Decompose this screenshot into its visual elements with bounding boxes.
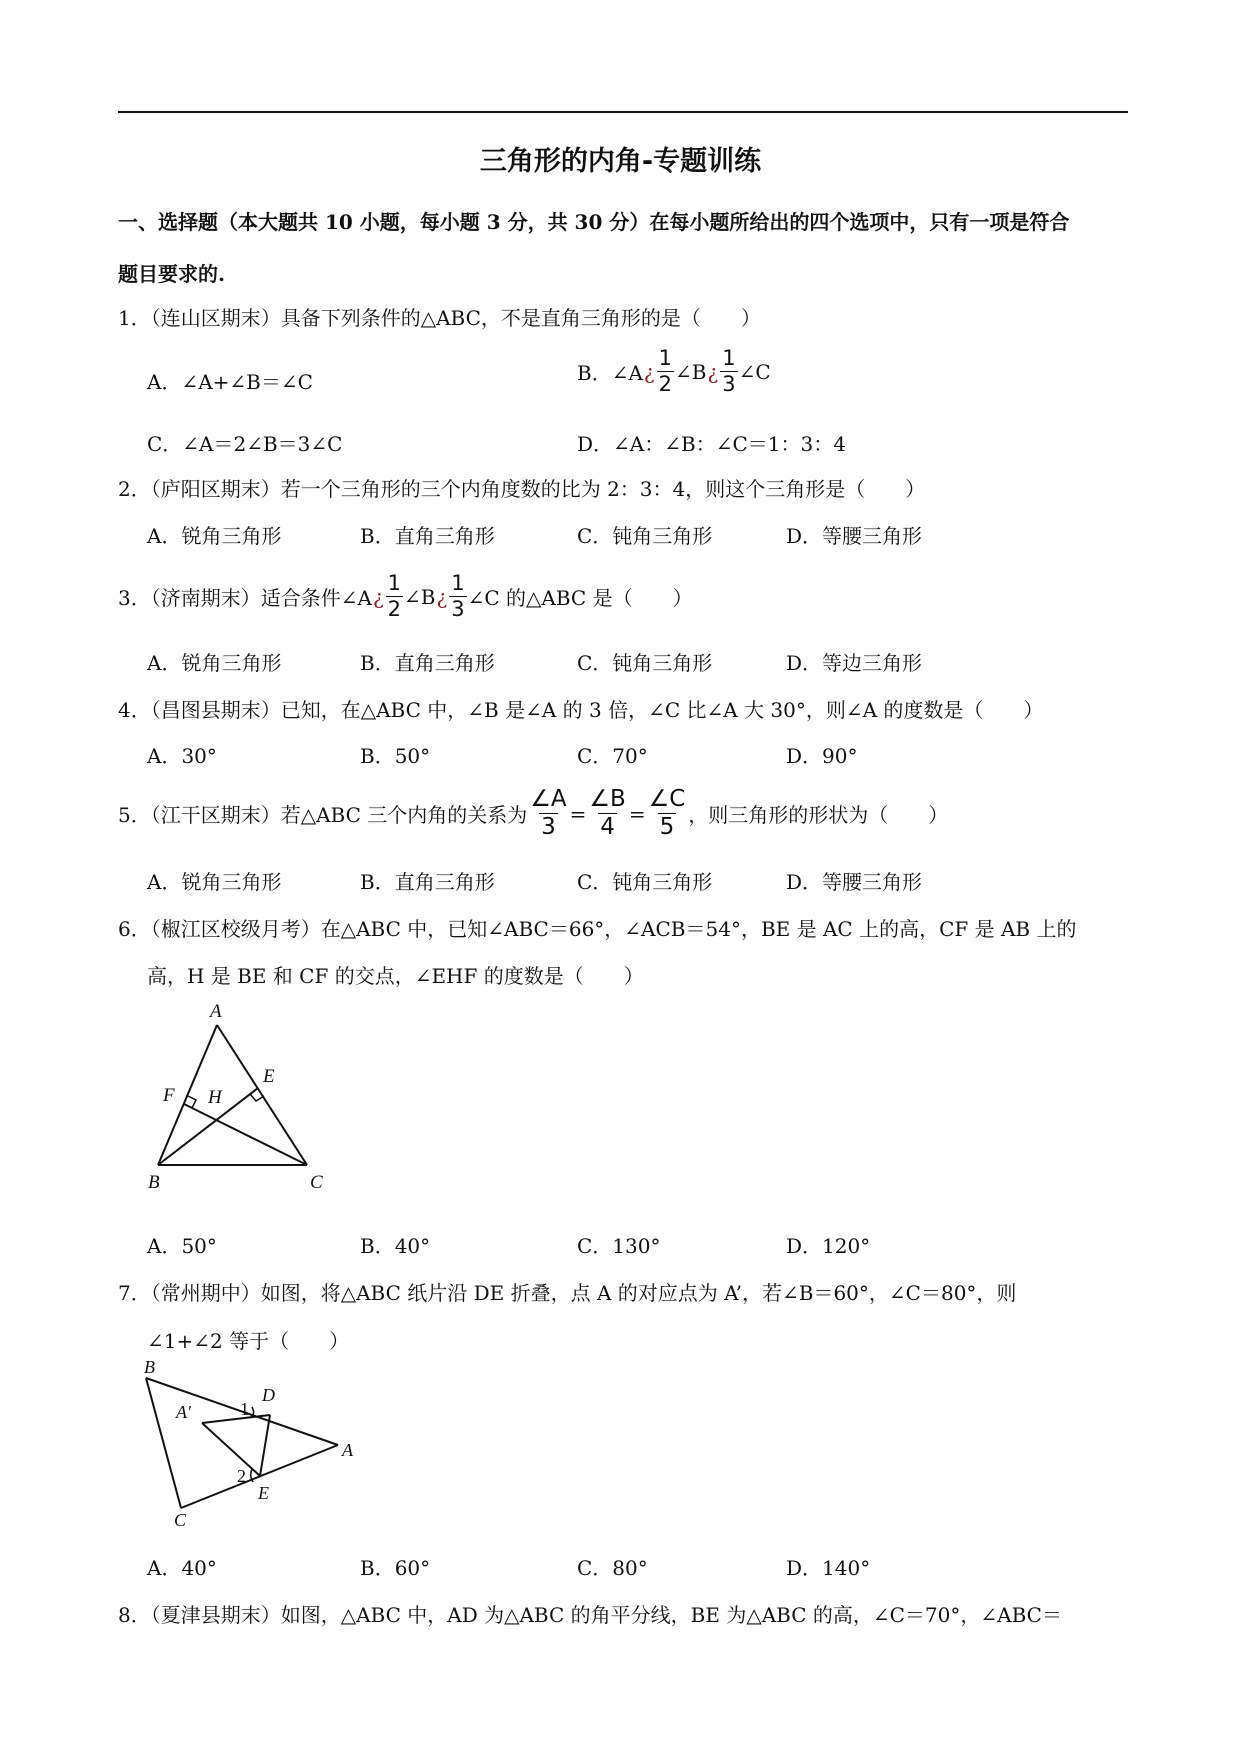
q7-fold-de — [260, 1415, 270, 1476]
q4-option-d: D．90° — [786, 744, 858, 768]
q2-stem: 2．（庐阳区期末）若一个三角形的三个内角度数的比为 2：3：4，则这个三角形是（ ） — [118, 477, 926, 501]
q3-frac-third — [449, 573, 466, 620]
q7-stem-line1: 7．（常州期中）如图，将△ABC 纸片沿 DE 折叠，点 A 的对应点为 A’，若∠B＝60°，∠C＝80°，则 — [118, 1281, 1017, 1305]
q5-frac-b-den: 4 — [600, 814, 615, 840]
q3-stem-mid: ∠B — [404, 584, 436, 609]
q6-stem-line2: 高，H 是 BE 和 CF 的交点，∠EHF 的度数是（ ） — [147, 964, 644, 988]
q5-option-d: D．等腰三角形 — [786, 870, 923, 894]
q3-option-a: A．锐角三角形 — [147, 651, 282, 675]
q6-option-b: B．40° — [360, 1234, 431, 1258]
q7-label-c: C — [174, 1510, 187, 1528]
q4-option-c: C．70° — [577, 744, 648, 768]
q6-option-a: A．50° — [147, 1234, 217, 1258]
q8-stem-line1: 8．（夏津县期末）如图，△ABC 中，AD 为△ABC 的角平分线，BE 为△ABC 的高，∠C＝70°，∠ABC＝ — [118, 1603, 1062, 1627]
header-rule — [118, 111, 1128, 113]
q7-fold-figure — [140, 1358, 360, 1528]
q1-option-c: C．∠A＝2∠B＝3∠C — [147, 432, 343, 456]
q7-folded-a1d — [202, 1415, 270, 1423]
q3-frac-third-den: 3 — [451, 597, 465, 621]
q6-side-ac — [217, 1025, 307, 1165]
q6-triangle-figure — [140, 995, 350, 1195]
q3-option-c: C．钝角三角形 — [577, 651, 713, 675]
q1-frac-half-den: 2 — [658, 372, 673, 396]
q7-stem-line2: ∠1+∠2 等于（ ） — [147, 1329, 350, 1353]
q1-option-b — [577, 348, 771, 395]
q1-glitch-2: ¿ — [707, 359, 719, 384]
q1-frac-third-den: 3 — [722, 372, 736, 396]
q5-frac-b — [587, 788, 627, 839]
q5-frac-c — [647, 788, 688, 839]
q1-frac-half-num: 1 — [658, 346, 673, 370]
q4-stem: 4．（昌图县期末）已知，在△ABC 中，∠B 是∠A 的 3 倍，∠C 比∠A 大 30°，则∠A 的度数是（ ） — [118, 698, 1044, 722]
q3-stem — [118, 573, 693, 620]
q2-option-c: C．钝角三角形 — [577, 524, 713, 548]
q5-frac-c-den: 5 — [659, 814, 675, 840]
q5-frac-a-den: 3 — [541, 814, 556, 840]
q7-option-b: B．60° — [360, 1556, 431, 1580]
q7-folded-a1e — [202, 1423, 260, 1476]
q3-glitch-2: ¿ — [436, 584, 448, 609]
q1-option-d: D．∠A：∠B：∠C＝1：3：4 — [577, 432, 846, 456]
q2-option-b: B．直角三角形 — [360, 524, 495, 548]
q6-label-c: C — [310, 1172, 323, 1193]
q2-option-a: A．锐角三角形 — [147, 524, 282, 548]
q5-stem-prefix: 5．（江干区期末）若△ABC 三个内角的关系为 — [118, 803, 528, 827]
q1-frac-third — [720, 348, 737, 395]
q6-label-f: F — [163, 1085, 175, 1106]
q4-option-b: B．50° — [360, 744, 431, 768]
q5-option-b: B．直角三角形 — [360, 870, 495, 894]
q7-label-b: B — [144, 1358, 155, 1377]
q7-option-a: A．40° — [147, 1556, 217, 1580]
q1-option-a: A．∠A+∠B＝∠C — [147, 370, 313, 394]
q7-label-d: D — [262, 1385, 275, 1405]
q4-option-a: A．30° — [147, 744, 217, 768]
q6-stem-line1: 6．（椒江区校级月考）在△ABC 中，已知∠ABC＝66°，∠ACB＝54°，BE 是 AC 上的高，CF 是 AB 上的 — [118, 917, 1077, 941]
section-heading-line2: 题目要求的. — [118, 262, 225, 286]
q6-label-e: E — [263, 1066, 275, 1087]
q1-stem: 1．（连山区期末）具备下列条件的△ABC，不是直角三角形的是（ ） — [118, 306, 761, 330]
q6-option-c: C．130° — [577, 1234, 661, 1258]
q3-option-b: B．直角三角形 — [360, 651, 495, 675]
q5-frac-a-num: ∠A — [530, 786, 567, 812]
q5-frac-b-num: ∠B — [589, 786, 626, 812]
q7-side-bc — [146, 1378, 181, 1508]
q3-frac-half-num: 1 — [387, 571, 402, 595]
q3-stem-suffix: ∠C 的△ABC 是（ ） — [467, 586, 693, 610]
q1-frac-half — [657, 348, 674, 395]
q1-frac-third-num: 1 — [722, 346, 736, 370]
q7-label-1: 1 — [240, 1399, 249, 1419]
q3-option-d: D．等边三角形 — [786, 651, 923, 675]
q5-option-c: C．钝角三角形 — [577, 870, 713, 894]
section-heading-line1: 一、选择题（本大题共 10 小题，每小题 3 分，共 30 分）在每小题所给出的四个选项中，只有一项是符合 — [118, 210, 1070, 234]
q3-glitch-1: ¿ — [372, 584, 384, 609]
q6-label-h: H — [208, 1087, 222, 1108]
q5-equals-2: = — [628, 801, 646, 826]
q1-glitch-1: ¿ — [643, 359, 655, 384]
q3-frac-third-num: 1 — [451, 571, 465, 595]
q5-frac-c-num: ∠C — [648, 786, 686, 812]
q6-option-d: D．120° — [786, 1234, 871, 1258]
q7-option-c: C．80° — [577, 1556, 648, 1580]
q7-label-e: E — [258, 1483, 269, 1503]
q5-stem-suffix: ，则三角形的形状为（ ） — [688, 803, 949, 827]
q1-option-b-mid: ∠B — [675, 359, 707, 384]
q2-option-d: D．等腰三角形 — [786, 524, 923, 548]
q5-frac-a — [528, 788, 568, 839]
q3-frac-half-den: 2 — [387, 597, 402, 621]
q6-label-b: B — [148, 1172, 160, 1193]
q1-option-b-prefix: B．∠A — [577, 361, 643, 385]
page-title: 三角形的内角-专题训练 — [479, 146, 762, 177]
q7-label-a-prime: A′ — [176, 1402, 191, 1422]
q5-option-a: A．锐角三角形 — [147, 870, 282, 894]
q7-label-a: A — [342, 1440, 353, 1460]
q1-option-b-suffix: ∠C — [738, 359, 771, 384]
q5-equals-1: = — [569, 801, 587, 826]
q7-option-d: D．140° — [786, 1556, 871, 1580]
q6-label-a: A — [210, 1001, 222, 1022]
q5-stem — [118, 788, 948, 839]
q3-frac-half — [386, 573, 403, 620]
q3-stem-prefix: 3．（济南期末）适合条件∠A — [118, 586, 372, 610]
q7-label-2: 2 — [237, 1466, 246, 1486]
